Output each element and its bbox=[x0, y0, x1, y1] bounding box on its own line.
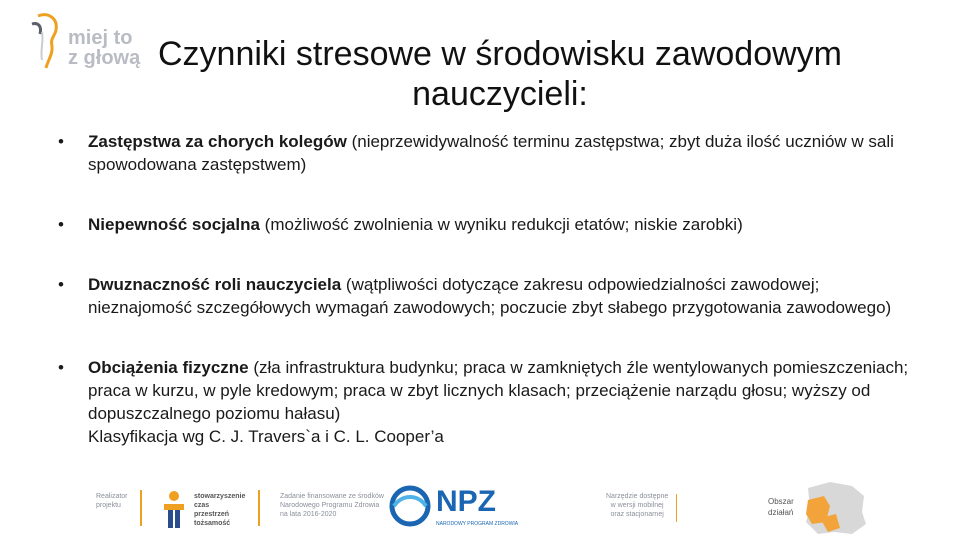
bullet-text: (możliwość zwolnienia w wyniku redukcji etatów; niskie zarobki) bbox=[259, 215, 743, 234]
bullet-bold: Dwuznaczność roli nauczyciela bbox=[88, 275, 342, 294]
npz-globe-icon bbox=[388, 484, 432, 528]
slide-title: Czynniki stresowe w środowisku zawodowym nauczycieli: bbox=[157, 35, 842, 113]
bullet-item bbox=[58, 130, 918, 176]
realizator-label: Realizator projektu bbox=[96, 493, 128, 509]
bullet-item bbox=[58, 356, 918, 448]
bullet-dot-icon: • bbox=[58, 132, 64, 151]
bullet-text: (wątpliwości dotyczące zakresu odpowiedzialności zawodowej; nieznajomość szczegółowych wymagań zawodowych; poczucie zbyt słabego przygotowania zawodowego) bbox=[88, 275, 892, 317]
logo-line1: miej to bbox=[68, 27, 133, 49]
divider bbox=[258, 490, 260, 526]
bullet-bold: Niepewność socjalna bbox=[88, 215, 260, 234]
bullet-list bbox=[58, 130, 918, 448]
area-label: Obszar działań bbox=[768, 497, 794, 517]
divider bbox=[140, 490, 142, 526]
org-name: stowarzyszenie czas przestrzeń tożsamość bbox=[194, 493, 246, 527]
bullet-item bbox=[58, 273, 918, 319]
classification-note: Klasyfikacja wg C. J. Travers`a i C. L. Cooper’a bbox=[88, 427, 444, 446]
funding-note: Zadanie finansowane ze środków Narodowego Programu Zdrowia na lata 2016-2020 bbox=[280, 493, 384, 518]
divider-short bbox=[676, 494, 677, 522]
npz-logo-text: NPZ bbox=[436, 485, 496, 518]
bullet-dot-icon: • bbox=[58, 358, 64, 377]
footer-logos bbox=[0, 478, 960, 540]
poland-map-icon bbox=[800, 478, 870, 538]
bullet-text: (nieprzewidywalność terminu zastępstwa; zbyt duża ilość uczniów w sali spowodowana zastępstwem) bbox=[88, 132, 894, 174]
tool-availability: Narzędzie dostępne w wersji mobilnej oraz stacjonarnej bbox=[606, 493, 669, 518]
bullet-dot-icon: • bbox=[58, 275, 64, 294]
bullet-bold: Obciążenia fizyczne bbox=[88, 358, 249, 377]
npz-subtitle: NARODOWY PROGRAM ZDROWIA bbox=[436, 521, 519, 527]
logo-line2: z głową bbox=[68, 47, 141, 69]
bullet-bold: Zastępstwa za chorych kolegów bbox=[88, 132, 347, 151]
bullet-item bbox=[58, 213, 918, 236]
org-figure-icon bbox=[160, 490, 188, 530]
bullet-text: (zła infrastruktura budynku; praca w zamkniętych źle wentylowanych pomieszczeniach; praca w kurzu, w pyle kredowym; praca w zbyt licznych klasach; przeciążenie narządu głosu; wyższy od dopuszczalnego poziomu hałasu) bbox=[88, 358, 909, 423]
bullet-dot-icon: • bbox=[58, 215, 64, 234]
